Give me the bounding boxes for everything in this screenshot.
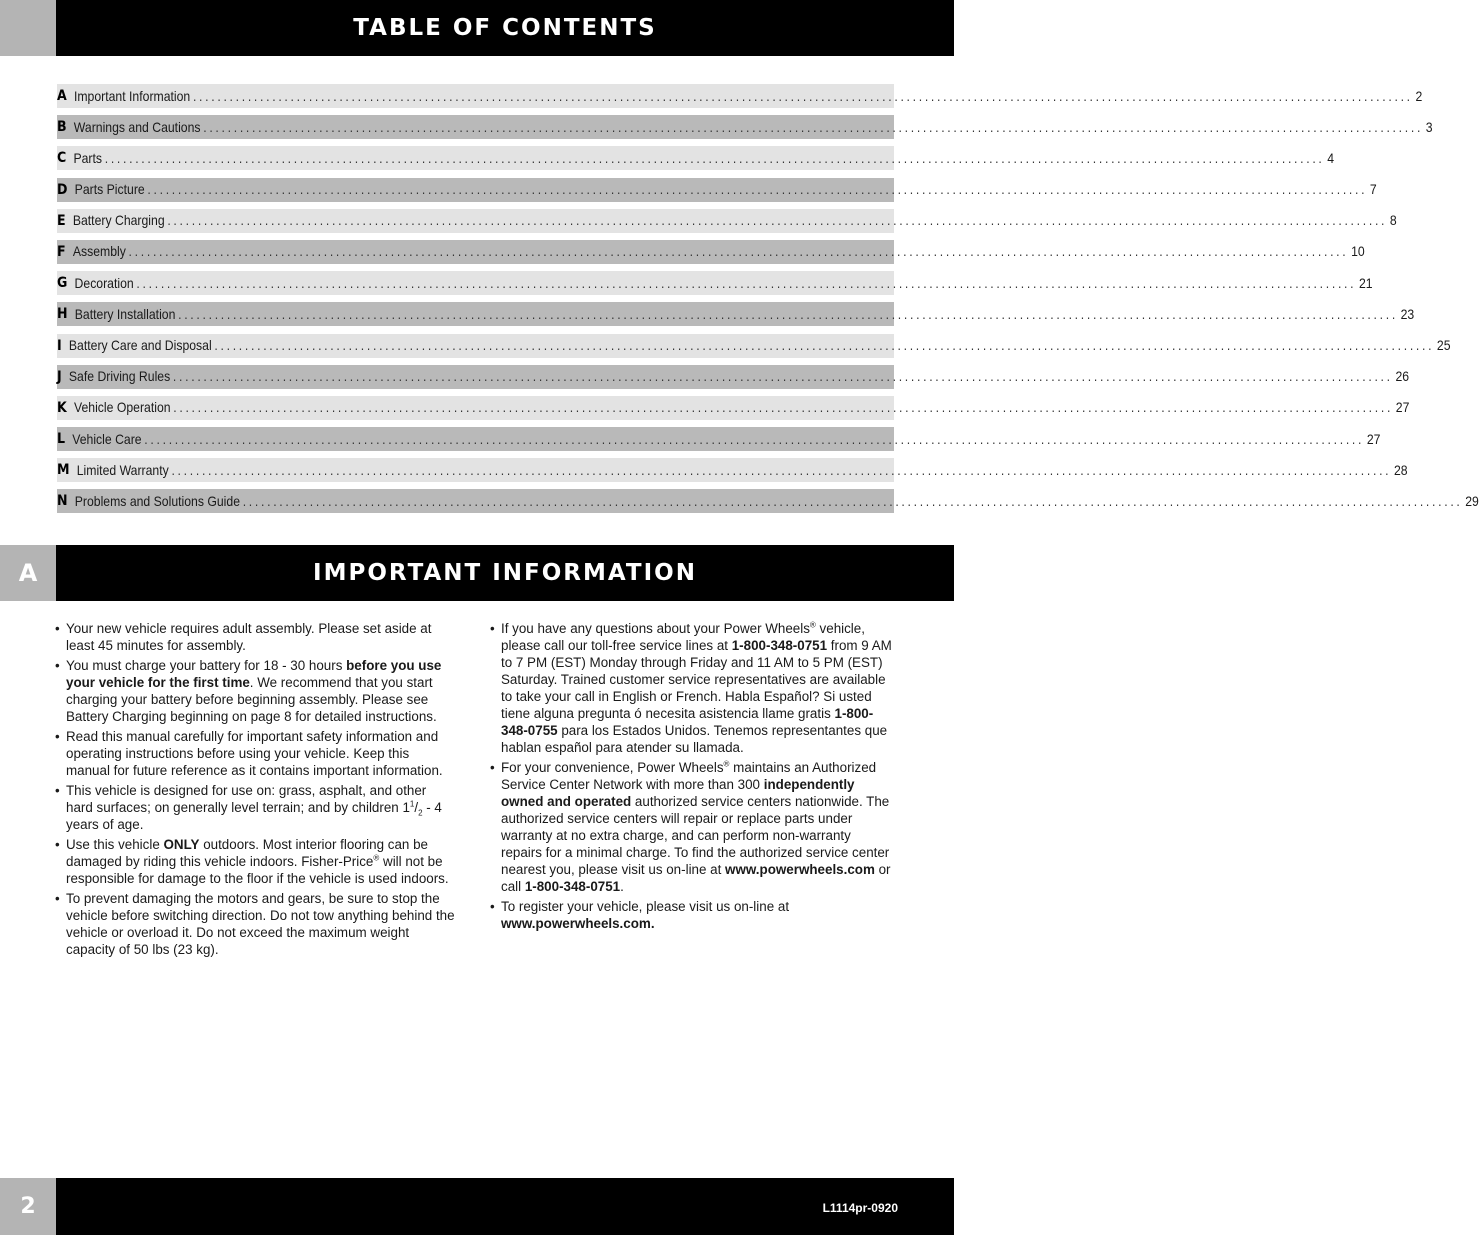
toc-leader-dots: ........................................................................................................................................................................................................ <box>192 88 1413 104</box>
list-item: • For your convenience, Power Wheels® maintains an Authorized Service Center Network with more than 300 independently owned and operated authorized service centers nationwide. The authorized service centers will repair or replace parts under warranty at no extra charge, and can perform non-warranty repairs for a minimal charge. To find the authorized service center nearest you, please visit us on-line at www.powerwheels.com or call 1-800-348-0751. <box>490 759 895 895</box>
toc-title: Battery Installation <box>74 306 176 322</box>
toc-entry <box>57 334 1451 358</box>
toc-entry <box>57 489 1479 513</box>
toc-letter: M <box>57 462 70 479</box>
toc-letter: G <box>57 275 68 292</box>
toc-entry <box>57 458 1408 482</box>
toc-entry <box>57 115 1433 139</box>
toc-letter: E <box>57 212 66 229</box>
toc-header-band <box>0 0 954 56</box>
info-header-band <box>0 545 954 601</box>
toc-entry <box>57 365 1410 389</box>
toc-page-number: 23 <box>1400 306 1415 322</box>
toc-title: Vehicle Operation <box>73 400 171 416</box>
toc-page-number: 2 <box>1415 88 1423 104</box>
toc-letter: I <box>57 337 62 354</box>
toc-leader-dots: ........................................................................................................................................................................................................ <box>104 150 1325 166</box>
toc-entry <box>57 396 1410 420</box>
toc-page-number: 29 <box>1465 493 1479 509</box>
list-item: • Use this vehicle ONLY outdoors. Most interior flooring can be damaged by riding this vehicle indoors. Fisher-Price® will not be responsible for damage to the floor if the vehicle is used indoors. <box>55 836 455 887</box>
list-item: • Read this manual carefully for important safety information and operating instructions before using your vehicle. Keep this manual for future reference as it contains important information. <box>55 728 455 779</box>
toc-entry <box>57 178 1377 202</box>
toc-page-number: 8 <box>1389 213 1397 229</box>
toc-leader-dots: ........................................................................................................................................................................................................ <box>242 493 1463 509</box>
toc-title: Warnings and Cautions <box>73 119 201 135</box>
toc-page-number: 21 <box>1358 275 1373 291</box>
toc-page-number: 3 <box>1425 119 1433 135</box>
toc-leader-dots: ........................................................................................................................................................................................................ <box>214 338 1435 353</box>
toc-leader-dots: ........................................................................................................................................................................................................ <box>144 431 1365 447</box>
phone-number: 1-800-348-0751 <box>731 638 828 653</box>
toc-page-number: 28 <box>1393 462 1408 478</box>
toc-title: Vehicle Care <box>72 431 142 447</box>
toc-letter: F <box>57 243 66 260</box>
phone-number: 1-800-348-0751 <box>524 879 621 894</box>
toc-title: Decoration <box>74 275 134 291</box>
info-right-column <box>490 620 895 935</box>
section-letter-tab: A <box>0 545 56 601</box>
toc-letter: N <box>57 493 68 510</box>
toc-title: Battery Charging <box>72 213 165 229</box>
toc-title: Problems and Solutions Guide <box>74 493 241 509</box>
website-url: www.powerwheels.com. <box>501 916 655 931</box>
toc-leader-dots: ........................................................................................................................................................................................................ <box>167 213 1388 229</box>
list-item: • You must charge your battery for 18 - 30 hours before you use your vehicle for the first time. We recommend that you start charging your battery before beginning assembly. Please see Battery Charging beginning on page 8 for detailed instructions. <box>55 657 455 725</box>
toc-leader-dots: ........................................................................................................................................................................................................ <box>171 462 1392 478</box>
toc-entry <box>57 146 1335 170</box>
toc-title: Safe Driving Rules <box>68 369 171 385</box>
toc-entry <box>57 271 1373 295</box>
toc-letter: J <box>57 368 62 385</box>
phone-number: 1-800-348-0755 <box>501 706 874 738</box>
list-item: • This vehicle is designed for use on: grass, asphalt, and other hard surfaces; on generally level terrain; and by children $1^1/_2 - 4$ years of age. <box>55 782 455 833</box>
toc-page-number: 10 <box>1351 244 1365 260</box>
toc-page-number: 4 <box>1327 150 1335 166</box>
toc-title: Parts <box>73 150 103 166</box>
page-number: 2 <box>0 1178 56 1235</box>
toc-title: Battery Care and Disposal <box>68 338 212 353</box>
toc-leader-dots: ........................................................................................................................................................................................................ <box>136 275 1357 291</box>
website-url: www.powerwheels.com <box>725 862 875 877</box>
toc-letter: B <box>57 119 67 136</box>
toc-title: Assembly <box>72 244 126 260</box>
toc-letter: A <box>57 88 67 104</box>
toc-entry <box>57 84 1423 108</box>
list-item: • To prevent damaging the motors and gears, be sure to stop the vehicle before switching direction. Do not tow anything behind the vehicle or overload it. Do not exceed the maximum weight capacity of 50 lbs (23 kg). <box>55 890 455 958</box>
document-code: L1114pr-0920 <box>822 1201 898 1215</box>
toc-title: Important Information <box>73 88 191 104</box>
footer-bar <box>56 1178 954 1235</box>
toc-letter: H <box>57 306 68 323</box>
toc-leader-dots: ........................................................................................................................................................................................................ <box>178 306 1398 322</box>
toc-page-number: 26 <box>1395 369 1410 385</box>
toc-leader-dots: ........................................................................................................................................................................................................ <box>172 369 1393 385</box>
toc-leader-dots: ........................................................................................................................................................................................................ <box>147 182 1368 198</box>
toc-letter: L <box>57 431 66 448</box>
toc-page-number: 7 <box>1369 182 1377 198</box>
toc-page-number: 27 <box>1395 400 1410 416</box>
toc-letter: K <box>57 399 67 416</box>
toc-leader-dots: ........................................................................................................................................................................................................ <box>128 244 1349 260</box>
toc-letter: C <box>57 150 67 167</box>
toc-title: Limited Warranty <box>76 462 169 478</box>
toc-letter: D <box>57 181 68 198</box>
toc-entry <box>57 302 1415 326</box>
toc-entry <box>57 240 1365 264</box>
toc-header-tab <box>0 0 56 56</box>
list-item: • To register your vehicle, please visit us on-line at www.powerwheels.com. <box>490 898 895 932</box>
toc-title: Parts Picture <box>74 182 145 198</box>
toc-leader-dots: ........................................................................................................................................................................................................ <box>173 400 1394 416</box>
toc-entry <box>57 427 1381 451</box>
toc-page-number: 27 <box>1366 431 1381 447</box>
list-item: • If you have any questions about your Power Wheels® vehicle, please call our toll-free service lines at 1-800-348-0751 from 9 AM to 7 PM (EST) Monday through Friday and 11 AM to 5 PM (EST) Saturday. Trained customer service representatives are available to take your call in English or French. Habla Español? Si usted tiene alguna pregunta ó necesita asistencia llame gratis 1-800-348-0755 para los Estados Unidos. Tenemos representantes que hablan español para atender su llamada. <box>490 620 895 756</box>
toc-leader-dots: ........................................................................................................................................................................................................ <box>203 119 1424 135</box>
toc-entry <box>57 209 1397 233</box>
footer-band <box>0 1178 954 1235</box>
list-item: • Your new vehicle requires adult assembly. Please set aside at least 45 minutes for assembly. <box>55 620 455 654</box>
table-of-contents <box>57 84 1479 521</box>
info-left-column <box>55 620 455 961</box>
toc-heading: TABLE OF CONTENTS <box>56 0 954 56</box>
toc-page-number: 25 <box>1436 338 1451 353</box>
info-heading: IMPORTANT INFORMATION <box>56 545 954 601</box>
